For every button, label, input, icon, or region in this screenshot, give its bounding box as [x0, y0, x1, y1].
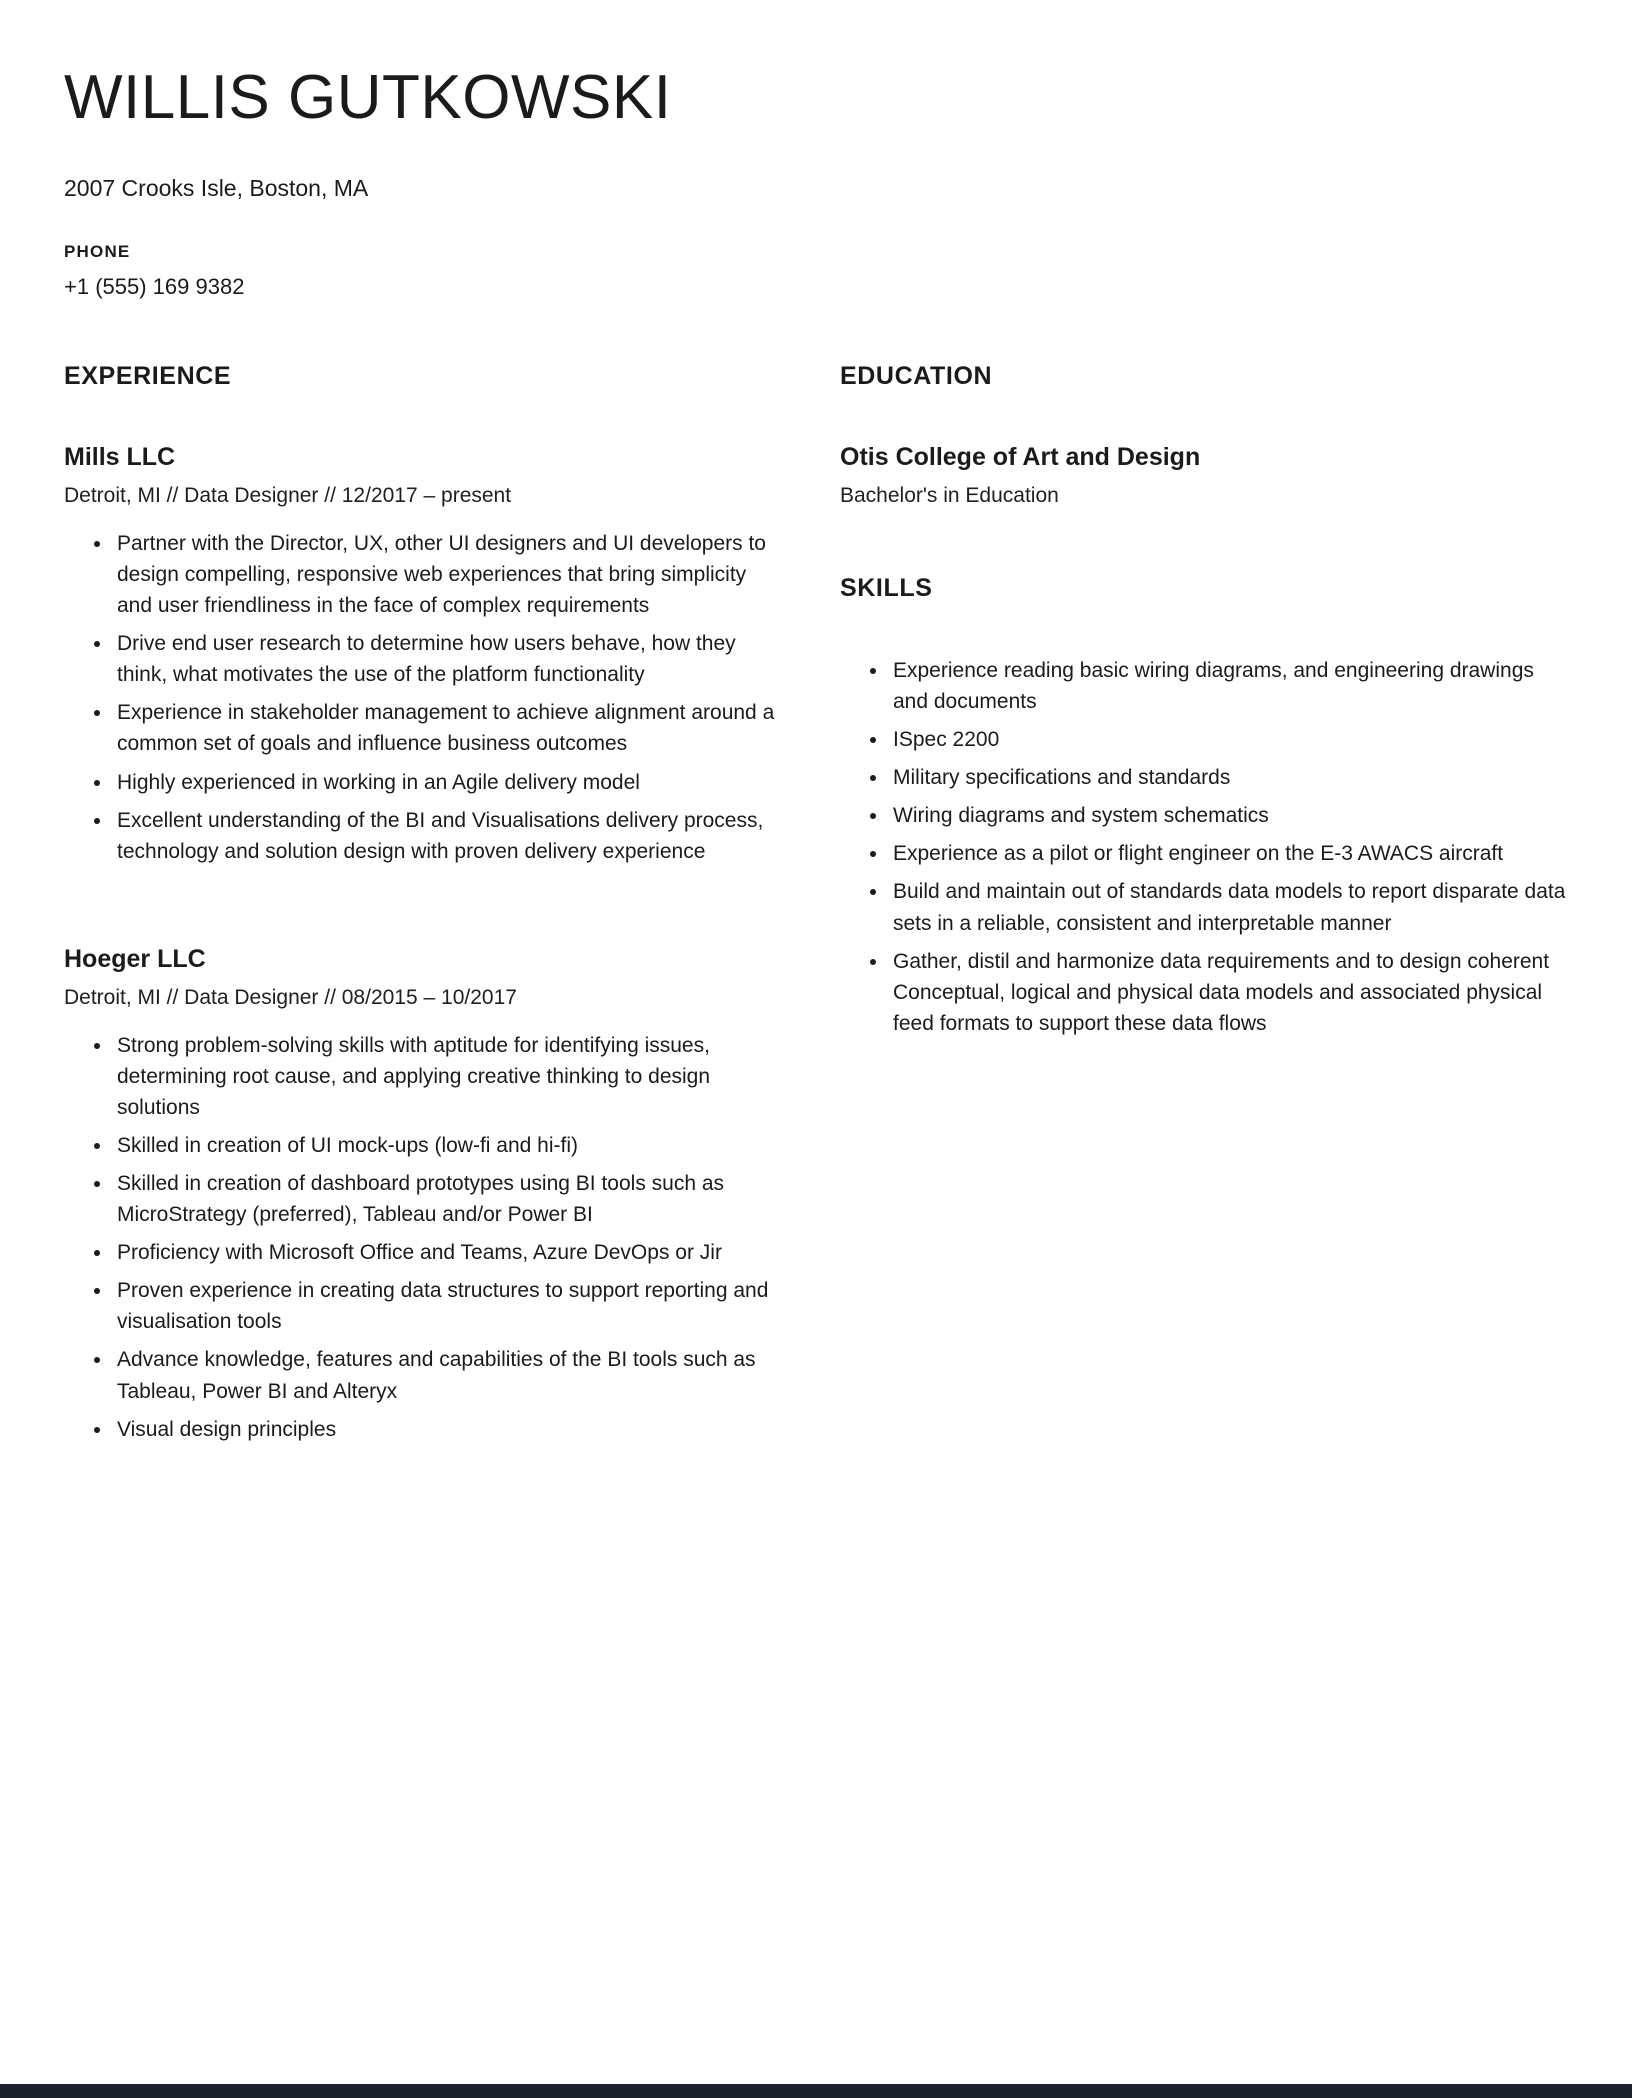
bullet-item: • Experience in stakeholder management to achieve alignment around a common set of goals and influence business outcomes: [113, 697, 787, 759]
skills-bullet-list: [840, 655, 1568, 1039]
school-name: Otis College of Art and Design: [840, 443, 1201, 471]
phone-label: PHONE: [64, 242, 131, 261]
footer-bar: [0, 2084, 1632, 2098]
job-bullet-list: [64, 1030, 787, 1445]
experience-heading: EXPERIENCE: [64, 362, 232, 390]
education-skills-column: [840, 362, 1568, 1452]
bullet-item: • Drive end user research to determine how users behave, how they think, what motivates the use of the platform functionality: [113, 628, 787, 690]
bullet-item: • Skilled in creation of dashboard prototypes using BI tools such as MicroStrategy (preferred), Tableau and/or Power BI: [113, 1168, 787, 1230]
address-line: 2007 Crooks Isle, Boston, MA: [64, 175, 369, 201]
education-heading: EDUCATION: [840, 362, 993, 390]
bullet-item: • Build and maintain out of standards data models to report disparate data sets in a reliable, consistent and interpretable manner: [889, 876, 1568, 938]
bullet-item: • Proven experience in creating data structures to support reporting and visualisation tools: [113, 1275, 787, 1337]
content-columns: [64, 362, 1568, 1452]
bullet-item: • Visual design principles: [113, 1414, 787, 1445]
job-entry-hoeger: [64, 945, 787, 1445]
bullet-item: • Proficiency with Microsoft Office and Teams, Azure DevOps or Jir: [113, 1237, 787, 1268]
education-entry: [840, 443, 1568, 508]
bullet-item: • Wiring diagrams and system schematics: [889, 800, 1568, 831]
bullet-item: • Strong problem-solving skills with aptitude for identifying issues, determining root cause, and applying creative thinking to design solutions: [113, 1030, 787, 1123]
job-meta: Detroit, MI // Data Designer // 12/2017 – present: [64, 484, 512, 507]
bullet-item: • Advance knowledge, features and capabilities of the BI tools such as Tableau, Power BI and Alteryx: [113, 1344, 787, 1406]
degree: Bachelor's in Education: [840, 484, 1059, 507]
resume-header: [64, 62, 1568, 300]
bullet-item: • Highly experienced in working in an Agile delivery model: [113, 767, 787, 798]
bullet-item: • Partner with the Director, UX, other UI designers and UI developers to design compelling, responsive web experiences that bring simplicity and user friendliness in the face of complex requirements: [113, 528, 787, 621]
job-bullet-list: [64, 528, 787, 867]
bullet-item: • Experience as a pilot or flight engineer on the E-3 AWACS aircraft: [889, 838, 1568, 869]
skills-section: [840, 574, 1568, 1039]
bullet-item: • ISpec 2200: [889, 724, 1568, 755]
job-entry-mills: [64, 443, 787, 867]
bullet-item: • Gather, distil and harmonize data requirements and to design coherent Conceptual, logical and physical data models and associated physical feed formats to support these data flows: [889, 946, 1568, 1039]
company-name: Hoeger LLC: [64, 944, 206, 973]
job-meta: Detroit, MI // Data Designer // 08/2015 – 10/2017: [64, 985, 517, 1009]
company-name: Mills LLC: [64, 443, 176, 471]
phone-number: +1 (555) 169 9382: [64, 274, 245, 299]
bullet-item: • Experience reading basic wiring diagrams, and engineering drawings and documents: [889, 655, 1568, 717]
name-title: WILLIS GUTKOWSKI: [64, 63, 672, 132]
bullet-item: • Skilled in creation of UI mock-ups (low-fi and hi-fi): [113, 1130, 787, 1161]
experience-column: [64, 362, 787, 1452]
skills-heading: SKILLS: [840, 574, 933, 602]
bullet-item: • Military specifications and standards: [889, 762, 1568, 793]
bullet-item: • Excellent understanding of the BI and Visualisations delivery process, technology and solution design with proven delivery experience: [113, 805, 787, 867]
